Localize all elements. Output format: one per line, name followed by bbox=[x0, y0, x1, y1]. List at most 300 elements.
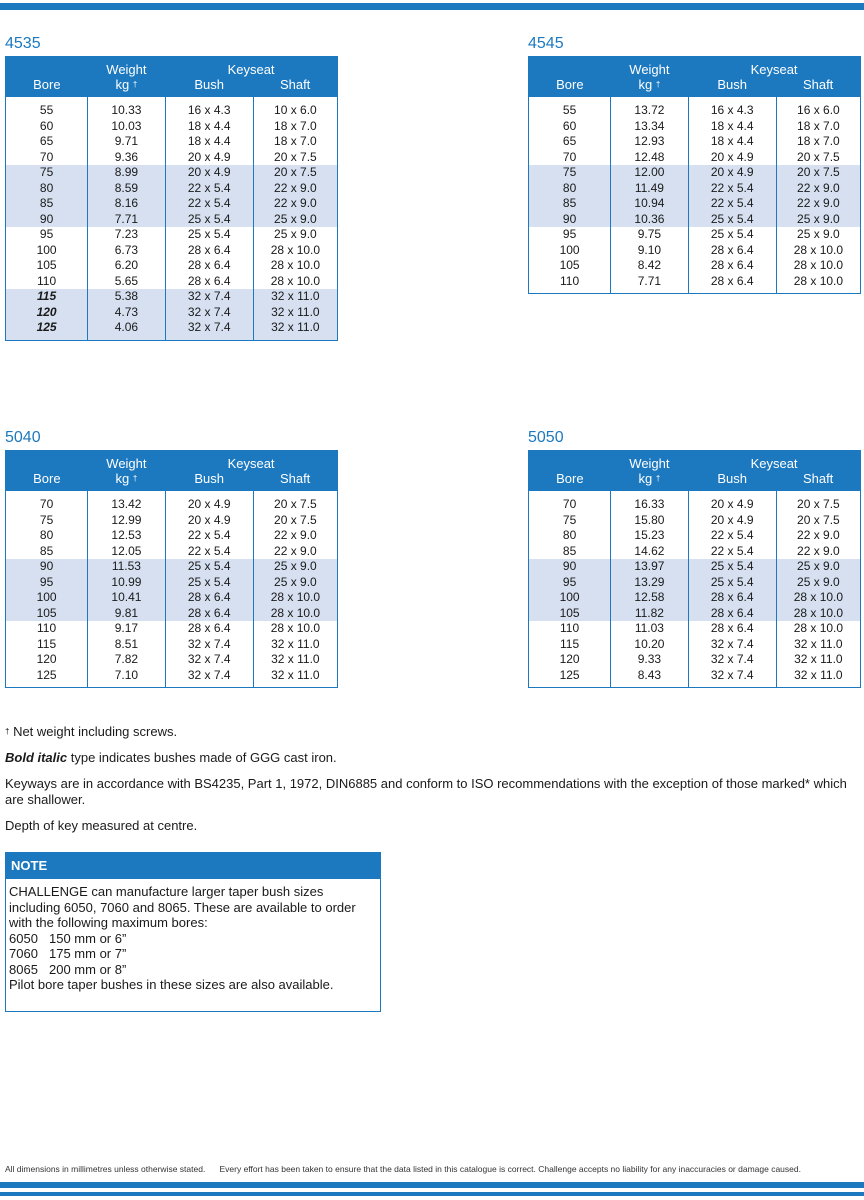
shaft-cell: 20 x 7.5 bbox=[253, 165, 337, 181]
shaft-cell: 20 x 7.5 bbox=[253, 150, 337, 166]
bush-cell: 32 x 7.4 bbox=[688, 637, 776, 653]
header-weight: Weight bbox=[88, 451, 165, 472]
bore-cell: 90 bbox=[6, 559, 88, 575]
bush-cell: 32 x 7.4 bbox=[688, 668, 776, 688]
weight-cell: 15.80 bbox=[611, 513, 688, 529]
note-box bbox=[5, 852, 381, 1012]
weight-cell: 15.23 bbox=[611, 528, 688, 544]
header-keyseat: Keyseat bbox=[688, 57, 860, 78]
bush-table bbox=[528, 450, 861, 688]
bush-cell: 18 x 4.4 bbox=[165, 134, 253, 150]
header-bush: Bush bbox=[688, 77, 776, 97]
bush-table-block bbox=[528, 34, 861, 294]
shaft-cell: 20 x 7.5 bbox=[253, 491, 337, 513]
shaft-cell: 32 x 11.0 bbox=[253, 637, 337, 653]
bore-cell: 95 bbox=[39, 227, 54, 241]
header-bush: Bush bbox=[165, 471, 253, 491]
shaft-cell: 25 x 9.0 bbox=[776, 212, 860, 228]
bore-cell: 115 bbox=[560, 636, 580, 651]
footer-disclaimer: Every effort has been taken to ensure that the data listed in this catalogue is correct. Challenge accepts no liability for any inaccuracies or damage caused. bbox=[219, 1164, 801, 1174]
header-bore: Bore bbox=[6, 471, 88, 491]
bore-cell: 75 bbox=[6, 165, 88, 181]
table-title: 4545 bbox=[528, 35, 564, 52]
header-bore: Bore bbox=[529, 77, 611, 97]
weight-cell: 9.81 bbox=[88, 606, 165, 622]
weight-cell: 12.93 bbox=[611, 134, 688, 150]
shaft-cell: 28 x 10.0 bbox=[253, 621, 337, 637]
header-bore: Bore bbox=[529, 471, 611, 491]
bush-cell: 28 x 6.4 bbox=[688, 590, 776, 606]
shaft-cell: 28 x 10.0 bbox=[776, 621, 860, 637]
notes-section bbox=[5, 724, 860, 844]
bush-table-block bbox=[5, 34, 338, 341]
table-row bbox=[529, 134, 861, 150]
table-row bbox=[529, 181, 861, 197]
shaft-cell: 28 x 10.0 bbox=[776, 243, 860, 259]
bush-table-block bbox=[528, 428, 861, 688]
weight-cell: 5.65 bbox=[88, 274, 165, 290]
bore-cell: 85 bbox=[529, 196, 611, 212]
bush-cell: 25 x 5.4 bbox=[165, 575, 253, 591]
table-row bbox=[6, 243, 338, 259]
table-row bbox=[529, 258, 861, 274]
bush-cell: 22 x 5.4 bbox=[165, 544, 253, 560]
shaft-cell: 22 x 9.0 bbox=[253, 544, 337, 560]
weight-cell: 5.38 bbox=[88, 289, 165, 305]
shaft-cell: 22 x 9.0 bbox=[776, 196, 860, 212]
shaft-cell: 28 x 10.0 bbox=[776, 590, 860, 606]
shaft-cell: 28 x 10.0 bbox=[253, 590, 337, 606]
bush-cell: 32 x 7.4 bbox=[165, 320, 253, 340]
weight-cell: 7.10 bbox=[88, 668, 165, 688]
table-row bbox=[529, 119, 861, 135]
weight-cell: 10.41 bbox=[88, 590, 165, 606]
table-row bbox=[6, 227, 338, 243]
weight-cell: 14.62 bbox=[611, 544, 688, 560]
bush-cell: 16 x 4.3 bbox=[688, 97, 776, 119]
note-size-row: 6050 150 mm or 6” bbox=[9, 930, 127, 946]
weight-cell: 7.23 bbox=[88, 227, 165, 243]
header-shaft: Shaft bbox=[253, 471, 337, 491]
bush-cell: 20 x 4.9 bbox=[688, 491, 776, 513]
bush-cell: 22 x 5.4 bbox=[688, 528, 776, 544]
header-shaft: Shaft bbox=[253, 77, 337, 97]
bore-cell: 120 bbox=[36, 652, 57, 666]
bore-cell: 110 bbox=[37, 621, 57, 635]
top-rule bbox=[0, 0, 864, 10]
table-row bbox=[6, 258, 338, 274]
bush-cell: 25 x 5.4 bbox=[688, 559, 776, 575]
bush-cell: 28 x 6.4 bbox=[165, 590, 253, 606]
weight-cell: 13.42 bbox=[88, 491, 165, 513]
bore-cell: 70 bbox=[39, 149, 54, 164]
table-row bbox=[6, 196, 338, 212]
bore-cell: 55 bbox=[562, 103, 577, 117]
shaft-cell: 18 x 7.0 bbox=[253, 134, 337, 150]
shaft-cell: 20 x 7.5 bbox=[776, 513, 860, 529]
weight-cell: 9.10 bbox=[611, 243, 688, 259]
table-row bbox=[529, 606, 861, 622]
header-cell bbox=[6, 57, 88, 78]
table-row bbox=[6, 544, 338, 560]
weight-cell: 9.36 bbox=[88, 150, 165, 166]
table-row bbox=[6, 212, 338, 228]
bold-italic-note: Bold italic type indicates bushes made of GGG cast iron. bbox=[5, 750, 337, 765]
bore-cell: 105 bbox=[559, 258, 580, 272]
footer bbox=[5, 1164, 801, 1174]
header-keyseat: Keyseat bbox=[688, 451, 860, 472]
bore-cell: 105 bbox=[36, 258, 57, 272]
table-row bbox=[6, 274, 338, 290]
bush-cell: 32 x 7.4 bbox=[165, 652, 253, 668]
bush-cell: 20 x 4.9 bbox=[165, 491, 253, 513]
table-title: 5040 bbox=[5, 429, 41, 446]
bore-cell: 125 bbox=[36, 667, 57, 682]
shaft-cell: 28 x 10.0 bbox=[253, 606, 337, 622]
bush-cell: 28 x 6.4 bbox=[688, 274, 776, 294]
bore-cell: 95 bbox=[6, 575, 88, 591]
bore-cell: 100 bbox=[559, 242, 580, 257]
bottom-rule bbox=[0, 1182, 864, 1200]
table-row bbox=[529, 513, 861, 529]
weight-cell: 12.58 bbox=[611, 590, 688, 606]
bush-table-block bbox=[5, 428, 338, 688]
bush-cell: 22 x 5.4 bbox=[165, 181, 253, 197]
weight-cell: 8.99 bbox=[88, 165, 165, 181]
table-row bbox=[529, 212, 861, 228]
footer-dimensions: All dimensions in millimetres unless otherwise stated. bbox=[5, 1164, 206, 1174]
bush-cell: 16 x 4.3 bbox=[165, 97, 253, 119]
bush-cell: 22 x 5.4 bbox=[688, 181, 776, 197]
table-row bbox=[529, 668, 861, 688]
weight-cell: 4.06 bbox=[88, 320, 165, 340]
table-row bbox=[529, 575, 861, 591]
header-kg: kg † bbox=[611, 471, 688, 491]
bore-cell: 120 bbox=[6, 305, 88, 321]
bore-cell: 85 bbox=[562, 543, 577, 558]
header-cell bbox=[529, 451, 611, 472]
bore-cell: 100 bbox=[36, 242, 57, 257]
weight-cell: 13.97 bbox=[611, 559, 688, 575]
header-shaft: Shaft bbox=[776, 471, 860, 491]
shaft-cell: 18 x 7.0 bbox=[776, 134, 860, 150]
bush-cell: 25 x 5.4 bbox=[688, 575, 776, 591]
bush-cell: 28 x 6.4 bbox=[688, 621, 776, 637]
bush-cell: 22 x 5.4 bbox=[688, 196, 776, 212]
table-row bbox=[6, 513, 338, 529]
shaft-cell: 18 x 7.0 bbox=[253, 119, 337, 135]
bore-cell: 65 bbox=[39, 134, 54, 148]
table-row bbox=[6, 528, 338, 544]
shaft-cell: 25 x 9.0 bbox=[776, 575, 860, 591]
table-row bbox=[6, 134, 338, 150]
table-row bbox=[6, 119, 338, 135]
bore-cell: 75 bbox=[529, 165, 611, 181]
bush-cell: 20 x 4.9 bbox=[688, 513, 776, 529]
weight-cell: 16.33 bbox=[611, 491, 688, 513]
table-row bbox=[529, 637, 861, 653]
header-kg: kg † bbox=[88, 471, 165, 491]
weight-cell: 10.94 bbox=[611, 196, 688, 212]
table-row bbox=[6, 97, 338, 119]
bush-cell: 22 x 5.4 bbox=[165, 528, 253, 544]
shaft-cell: 10 x 6.0 bbox=[253, 97, 337, 119]
header-weight: Weight bbox=[611, 57, 688, 78]
bore-cell: 100 bbox=[529, 590, 611, 606]
bore-cell: 90 bbox=[529, 212, 611, 228]
bush-cell: 28 x 6.4 bbox=[165, 258, 253, 274]
bore-cell: 105 bbox=[6, 606, 88, 622]
header-cell bbox=[529, 57, 611, 78]
table-row bbox=[529, 652, 861, 668]
weight-cell: 9.33 bbox=[611, 652, 688, 668]
table-row bbox=[529, 491, 861, 513]
bore-cell: 110 bbox=[37, 273, 57, 288]
bore-cell: 75 bbox=[39, 512, 54, 527]
bush-cell: 20 x 4.9 bbox=[688, 150, 776, 166]
table-row bbox=[529, 559, 861, 575]
weight-cell: 13.72 bbox=[611, 97, 688, 119]
table-row bbox=[6, 590, 338, 606]
bore-cell: 95 bbox=[529, 575, 611, 591]
weight-cell: 9.75 bbox=[611, 227, 688, 243]
header-keyseat: Keyseat bbox=[165, 451, 337, 472]
shaft-cell: 32 x 11.0 bbox=[776, 668, 860, 688]
weight-cell: 9.71 bbox=[88, 134, 165, 150]
shaft-cell: 32 x 11.0 bbox=[253, 668, 337, 688]
bush-cell: 32 x 7.4 bbox=[165, 637, 253, 653]
header-kg: kg † bbox=[611, 77, 688, 97]
weight-cell: 12.48 bbox=[611, 150, 688, 166]
bore-cell: 95 bbox=[562, 227, 577, 241]
bush-cell: 28 x 6.4 bbox=[165, 606, 253, 622]
bush-cell: 20 x 4.9 bbox=[688, 165, 776, 181]
bush-table bbox=[5, 450, 338, 688]
bush-cell: 32 x 7.4 bbox=[165, 289, 253, 305]
table-row bbox=[6, 621, 338, 637]
table-row bbox=[6, 559, 338, 575]
note-box-outro: Pilot bore taper bushes in these sizes are also available. bbox=[9, 977, 334, 992]
table-row bbox=[529, 150, 861, 166]
shaft-cell: 22 x 9.0 bbox=[253, 181, 337, 197]
shaft-cell: 16 x 6.0 bbox=[776, 97, 860, 119]
bush-cell: 32 x 7.4 bbox=[165, 668, 253, 688]
bore-cell: 55 bbox=[39, 103, 54, 117]
table-row bbox=[529, 528, 861, 544]
shaft-cell: 28 x 10.0 bbox=[253, 243, 337, 259]
bore-cell: 80 bbox=[39, 528, 54, 542]
table-row bbox=[529, 243, 861, 259]
note-size-row: 7060 175 mm or 7” bbox=[9, 946, 127, 961]
note-size-row: 8065 200 mm or 8” bbox=[9, 961, 127, 977]
table-row bbox=[529, 97, 861, 119]
header-kg: kg † bbox=[88, 77, 165, 97]
weight-cell: 9.17 bbox=[88, 621, 165, 637]
weight-cell: 10.33 bbox=[88, 97, 165, 119]
weight-cell: 10.36 bbox=[611, 212, 688, 228]
table-row bbox=[6, 289, 338, 305]
bore-cell: 60 bbox=[562, 118, 577, 133]
shaft-cell: 25 x 9.0 bbox=[253, 559, 337, 575]
weight-cell: 10.99 bbox=[88, 575, 165, 591]
shaft-cell: 25 x 9.0 bbox=[253, 575, 337, 591]
table-row bbox=[6, 668, 338, 688]
bore-cell: 70 bbox=[39, 497, 54, 511]
table-title: 5050 bbox=[528, 429, 564, 446]
shaft-cell: 20 x 7.5 bbox=[253, 513, 337, 529]
weight-cell: 7.82 bbox=[88, 652, 165, 668]
shaft-cell: 25 x 9.0 bbox=[776, 559, 860, 575]
bush-cell: 25 x 5.4 bbox=[688, 227, 776, 243]
bush-cell: 20 x 4.9 bbox=[165, 165, 253, 181]
bush-cell: 28 x 6.4 bbox=[688, 243, 776, 259]
shaft-cell: 28 x 10.0 bbox=[776, 258, 860, 274]
shaft-cell: 32 x 11.0 bbox=[253, 652, 337, 668]
bush-cell: 32 x 7.4 bbox=[688, 652, 776, 668]
table-row bbox=[6, 575, 338, 591]
shaft-cell: 32 x 11.0 bbox=[776, 652, 860, 668]
weight-cell: 11.53 bbox=[88, 559, 165, 575]
table-row bbox=[6, 606, 338, 622]
table-row bbox=[6, 637, 338, 653]
bush-cell: 18 x 4.4 bbox=[688, 134, 776, 150]
bush-cell: 32 x 7.4 bbox=[165, 305, 253, 321]
bush-cell: 20 x 4.9 bbox=[165, 513, 253, 529]
table-row bbox=[529, 227, 861, 243]
table-row bbox=[6, 491, 338, 513]
shaft-cell: 28 x 10.0 bbox=[776, 274, 860, 294]
shaft-cell: 22 x 9.0 bbox=[776, 181, 860, 197]
shaft-cell: 28 x 10.0 bbox=[253, 258, 337, 274]
shaft-cell: 20 x 7.5 bbox=[776, 165, 860, 181]
weight-cell: 7.71 bbox=[611, 274, 688, 294]
bore-cell: 105 bbox=[529, 606, 611, 622]
table-row bbox=[6, 652, 338, 668]
bore-cell: 65 bbox=[562, 134, 577, 148]
shaft-cell: 28 x 10.0 bbox=[776, 606, 860, 622]
shaft-cell: 18 x 7.0 bbox=[776, 119, 860, 135]
bush-cell: 25 x 5.4 bbox=[165, 227, 253, 243]
table-row bbox=[529, 274, 861, 294]
bore-cell: 100 bbox=[6, 590, 88, 606]
weight-cell: 8.16 bbox=[88, 196, 165, 212]
header-bush: Bush bbox=[165, 77, 253, 97]
shaft-cell: 32 x 11.0 bbox=[253, 305, 337, 321]
weight-cell: 4.73 bbox=[88, 305, 165, 321]
weight-cell: 10.20 bbox=[611, 637, 688, 653]
shaft-cell: 32 x 11.0 bbox=[253, 320, 337, 340]
table-row bbox=[6, 181, 338, 197]
bush-cell: 28 x 6.4 bbox=[165, 274, 253, 290]
bush-cell: 25 x 5.4 bbox=[165, 559, 253, 575]
weight-cell: 7.71 bbox=[88, 212, 165, 228]
note-box-body bbox=[6, 879, 380, 993]
table-row bbox=[6, 165, 338, 181]
shaft-cell: 28 x 10.0 bbox=[253, 274, 337, 290]
bore-cell: 75 bbox=[562, 512, 577, 527]
bore-cell: 110 bbox=[560, 273, 580, 288]
weight-cell: 12.05 bbox=[88, 544, 165, 560]
table-row bbox=[529, 544, 861, 560]
bore-cell: 85 bbox=[6, 196, 88, 212]
bore-cell: 115 bbox=[6, 289, 88, 305]
note-box-title: NOTE bbox=[6, 853, 380, 879]
table-row bbox=[6, 150, 338, 166]
bore-cell: 80 bbox=[562, 528, 577, 542]
weight-cell: 6.73 bbox=[88, 243, 165, 259]
bore-cell: 70 bbox=[562, 497, 577, 511]
bush-cell: 28 x 6.4 bbox=[688, 606, 776, 622]
bore-cell: 125 bbox=[6, 320, 88, 340]
table-row bbox=[6, 320, 338, 340]
table-row bbox=[529, 165, 861, 181]
bore-cell: 80 bbox=[6, 181, 88, 197]
bore-cell: 80 bbox=[529, 181, 611, 197]
weight-cell: 11.82 bbox=[611, 606, 688, 622]
header-bush: Bush bbox=[688, 471, 776, 491]
shaft-cell: 32 x 11.0 bbox=[253, 289, 337, 305]
depth-note: Depth of key measured at centre. bbox=[5, 818, 198, 833]
shaft-cell: 22 x 9.0 bbox=[776, 544, 860, 560]
table-row bbox=[529, 590, 861, 606]
bush-cell: 22 x 5.4 bbox=[688, 544, 776, 560]
bore-cell: 85 bbox=[39, 543, 54, 558]
table-row bbox=[6, 305, 338, 321]
shaft-cell: 20 x 7.5 bbox=[776, 491, 860, 513]
bush-cell: 18 x 4.4 bbox=[165, 119, 253, 135]
bore-cell: 70 bbox=[562, 149, 577, 164]
shaft-cell: 32 x 11.0 bbox=[776, 637, 860, 653]
bush-cell: 25 x 5.4 bbox=[165, 212, 253, 228]
keyways-note: Keyways are in accordance with BS4235, Part 1, 1972, DIN6885 and conform to ISO recommendations with the exception of those marked* which are shallower. bbox=[5, 776, 847, 807]
bush-cell: 28 x 6.4 bbox=[688, 258, 776, 274]
note-box-intro: CHALLENGE can manufacture larger taper bush sizes including 6050, 7060 and 8065. These are available to order with the following maximum bores: bbox=[9, 884, 356, 930]
bush-cell: 25 x 5.4 bbox=[688, 212, 776, 228]
net-weight-note: † Net weight including screws. bbox=[5, 724, 178, 739]
shaft-cell: 20 x 7.5 bbox=[776, 150, 860, 166]
shaft-cell: 25 x 9.0 bbox=[253, 212, 337, 228]
weight-cell: 10.03 bbox=[88, 119, 165, 135]
header-cell bbox=[6, 451, 88, 472]
bore-cell: 125 bbox=[559, 667, 580, 682]
bore-cell: 90 bbox=[529, 559, 611, 575]
weight-cell: 8.51 bbox=[88, 637, 165, 653]
weight-cell: 8.42 bbox=[611, 258, 688, 274]
shaft-cell: 22 x 9.0 bbox=[253, 196, 337, 212]
bush-cell: 28 x 6.4 bbox=[165, 243, 253, 259]
bore-cell: 90 bbox=[6, 212, 88, 228]
weight-cell: 8.59 bbox=[88, 181, 165, 197]
weight-cell: 13.29 bbox=[611, 575, 688, 591]
shaft-cell: 22 x 9.0 bbox=[253, 528, 337, 544]
weight-cell: 6.20 bbox=[88, 258, 165, 274]
table-title: 4535 bbox=[5, 35, 41, 52]
weight-cell: 12.53 bbox=[88, 528, 165, 544]
bush-cell: 22 x 5.4 bbox=[165, 196, 253, 212]
header-weight: Weight bbox=[611, 451, 688, 472]
weight-cell: 13.34 bbox=[611, 119, 688, 135]
bush-cell: 18 x 4.4 bbox=[688, 119, 776, 135]
bore-cell: 110 bbox=[560, 621, 580, 635]
header-shaft: Shaft bbox=[776, 77, 860, 97]
weight-cell: 11.03 bbox=[611, 621, 688, 637]
header-keyseat: Keyseat bbox=[165, 57, 337, 78]
weight-cell: 12.00 bbox=[611, 165, 688, 181]
table-row bbox=[529, 196, 861, 212]
bush-table bbox=[5, 56, 338, 341]
bush-table bbox=[528, 56, 861, 294]
weight-cell: 12.99 bbox=[88, 513, 165, 529]
